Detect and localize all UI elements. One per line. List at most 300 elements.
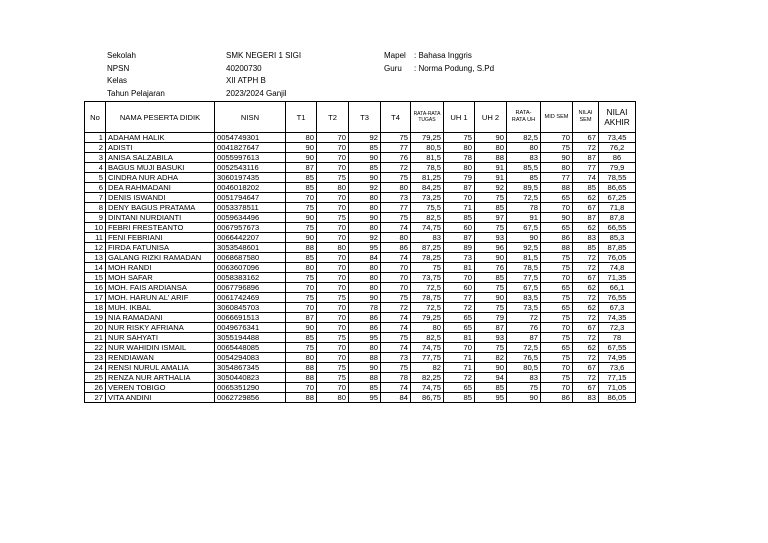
- cell-name: ADISTI: [106, 143, 215, 153]
- cell-no: 26: [85, 383, 106, 393]
- cell-rata-uh: 72,5: [507, 193, 541, 203]
- cell-name: VITA ANDINI: [106, 393, 215, 403]
- cell-rata-tugas: 73,25: [411, 193, 444, 203]
- cell-rata-tugas: 78,75: [411, 293, 444, 303]
- value-kelas: XII ATPH B: [226, 76, 266, 85]
- cell-t3: 85: [349, 143, 381, 153]
- cell-mid-sem: 75: [541, 143, 573, 153]
- cell-nisn: 0066691513: [215, 313, 286, 323]
- table-row: [85, 273, 636, 283]
- cell-nisn: 0061742469: [215, 293, 286, 303]
- cell-no: 19: [85, 313, 106, 323]
- cell-no: 22: [85, 343, 106, 353]
- cell-t2: 75: [317, 333, 349, 343]
- cell-rata-uh: 77,5: [507, 273, 541, 283]
- cell-t3: 92: [349, 183, 381, 193]
- cell-t4: 74: [381, 383, 411, 393]
- cell-t3: 86: [349, 323, 381, 333]
- cell-no: 18: [85, 303, 106, 313]
- label-mapel: Mapel: [384, 51, 406, 60]
- cell-uh1: 60: [444, 223, 475, 233]
- table-row: [85, 133, 636, 143]
- cell-rata-tugas: 81,5: [411, 153, 444, 163]
- cell-rata-uh: 85: [507, 173, 541, 183]
- cell-t3: 86: [349, 313, 381, 323]
- cell-t2: 70: [317, 283, 349, 293]
- cell-uh2: 75: [475, 223, 507, 233]
- header-rata-uh: RATA-RATA UH: [507, 102, 541, 133]
- cell-uh2: 79: [475, 313, 507, 323]
- table-row: [85, 393, 636, 403]
- cell-t2: 80: [317, 393, 349, 403]
- cell-rata-uh: 67,5: [507, 283, 541, 293]
- cell-no: 6: [85, 183, 106, 193]
- cell-nilai-sem: 87: [573, 153, 599, 163]
- cell-nilai-sem: 67: [573, 363, 599, 373]
- cell-mid-sem: 86: [541, 393, 573, 403]
- cell-t1: 80: [286, 263, 317, 273]
- cell-t4: 74: [381, 223, 411, 233]
- cell-nilai-akhir: 74,95: [599, 353, 636, 363]
- value-mapel: : Bahasa Inggris: [414, 51, 472, 60]
- cell-nilai-sem: 62: [573, 283, 599, 293]
- cell-t3: 80: [349, 193, 381, 203]
- cell-no: 21: [85, 333, 106, 343]
- cell-name: NUR SAHYATI: [106, 333, 215, 343]
- cell-mid-sem: 65: [541, 223, 573, 233]
- cell-t4: 75: [381, 363, 411, 373]
- cell-name: MOH. FAIS ARDIANSA: [106, 283, 215, 293]
- cell-nilai-akhir: 71,35: [599, 273, 636, 283]
- cell-rata-tugas: 72,5: [411, 303, 444, 313]
- cell-uh1: 75: [444, 133, 475, 143]
- cell-t1: 80: [286, 353, 317, 363]
- cell-t4: 86: [381, 243, 411, 253]
- cell-rata-uh: 76,5: [507, 353, 541, 363]
- cell-rata-uh: 72,5: [507, 343, 541, 353]
- cell-t1: 75: [286, 293, 317, 303]
- cell-t3: 84: [349, 253, 381, 263]
- cell-uh2: 75: [475, 193, 507, 203]
- cell-t3: 80: [349, 263, 381, 273]
- cell-no: 27: [85, 393, 106, 403]
- cell-t2: 70: [317, 223, 349, 233]
- cell-rata-tugas: 81,25: [411, 173, 444, 183]
- cell-uh2: 95: [475, 393, 507, 403]
- cell-rata-tugas: 75,5: [411, 203, 444, 213]
- cell-t4: 74: [381, 253, 411, 263]
- cell-nilai-akhir: 71,05: [599, 383, 636, 393]
- cell-nilai-akhir: 78: [599, 333, 636, 343]
- cell-rata-uh: 80,5: [507, 363, 541, 373]
- cell-rata-uh: 87: [507, 333, 541, 343]
- cell-t3: 80: [349, 203, 381, 213]
- cell-t4: 74: [381, 313, 411, 323]
- cell-nilai-akhir: 73,6: [599, 363, 636, 373]
- cell-t4: 84: [381, 393, 411, 403]
- cell-nilai-sem: 83: [573, 233, 599, 243]
- cell-t4: 70: [381, 263, 411, 273]
- table-row: [85, 313, 636, 323]
- cell-t3: 85: [349, 163, 381, 173]
- cell-uh1: 70: [444, 343, 475, 353]
- cell-rata-uh: 85,5: [507, 163, 541, 173]
- cell-nisn: 0059634496: [215, 213, 286, 223]
- table-row: [85, 193, 636, 203]
- cell-mid-sem: 75: [541, 373, 573, 383]
- cell-t1: 85: [286, 333, 317, 343]
- cell-mid-sem: 65: [541, 343, 573, 353]
- cell-t2: 70: [317, 133, 349, 143]
- cell-uh1: 73: [444, 253, 475, 263]
- cell-nilai-sem: 67: [573, 383, 599, 393]
- cell-uh2: 93: [475, 233, 507, 243]
- cell-t2: 70: [317, 193, 349, 203]
- cell-nilai-sem: 67: [573, 203, 599, 213]
- table-row: [85, 303, 636, 313]
- cell-t1: 87: [286, 313, 317, 323]
- cell-mid-sem: 86: [541, 233, 573, 243]
- cell-name: MOH RANDI: [106, 263, 215, 273]
- cell-t1: 75: [286, 343, 317, 353]
- cell-rata-tugas: 82,5: [411, 213, 444, 223]
- cell-mid-sem: 70: [541, 363, 573, 373]
- cell-t1: 75: [286, 203, 317, 213]
- cell-uh1: 89: [444, 243, 475, 253]
- cell-nisn: 3050440823: [215, 373, 286, 383]
- cell-mid-sem: 75: [541, 333, 573, 343]
- cell-t3: 90: [349, 153, 381, 163]
- cell-t1: 90: [286, 233, 317, 243]
- cell-nisn: 0053378511: [215, 203, 286, 213]
- cell-uh1: 79: [444, 173, 475, 183]
- subject-info-values: [414, 50, 494, 75]
- cell-nilai-sem: 85: [573, 183, 599, 193]
- cell-rata-tugas: 82,25: [411, 373, 444, 383]
- cell-rata-tugas: 72,5: [411, 283, 444, 293]
- cell-rata-uh: 90: [507, 393, 541, 403]
- cell-name: RENSI NURUL AMALIA: [106, 363, 215, 373]
- cell-nilai-sem: 62: [573, 193, 599, 203]
- cell-t4: 75: [381, 173, 411, 183]
- cell-uh2: 82: [475, 353, 507, 363]
- cell-rata-uh: 83: [507, 153, 541, 163]
- cell-nisn: 0062729856: [215, 393, 286, 403]
- table-row: [85, 363, 636, 373]
- cell-uh1: 71: [444, 363, 475, 373]
- cell-rata-uh: 76: [507, 323, 541, 333]
- header-nilai-akhir: NILAI AKHIR: [599, 102, 636, 133]
- cell-name: DINTANI NURDIANTI: [106, 213, 215, 223]
- school-info-labels: [107, 50, 165, 100]
- cell-rata-tugas: 74,75: [411, 223, 444, 233]
- school-info-values: [226, 50, 301, 100]
- cell-t2: 80: [317, 243, 349, 253]
- cell-t4: 77: [381, 143, 411, 153]
- cell-uh2: 92: [475, 183, 507, 193]
- table-row: [85, 353, 636, 363]
- table-row: [85, 323, 636, 333]
- cell-t4: 75: [381, 213, 411, 223]
- cell-rata-uh: 83,5: [507, 293, 541, 303]
- cell-uh1: 65: [444, 313, 475, 323]
- cell-nilai-akhir: 76,2: [599, 143, 636, 153]
- cell-t3: 80: [349, 273, 381, 283]
- label-kelas: Kelas: [107, 76, 128, 85]
- cell-uh1: 80: [444, 143, 475, 153]
- cell-rata-tugas: 74,75: [411, 383, 444, 393]
- table-row: [85, 223, 636, 233]
- cell-rata-uh: 80: [507, 143, 541, 153]
- cell-t1: 90: [286, 323, 317, 333]
- cell-t4: 74: [381, 323, 411, 333]
- value-tahun-pelajaran: 2023/2024 Ganjil: [226, 88, 287, 98]
- cell-uh2: 75: [475, 343, 507, 353]
- cell-name: FEBRI FRESTEANTO: [106, 223, 215, 233]
- table-row: [85, 213, 636, 223]
- cell-nilai-akhir: 76,55: [599, 293, 636, 303]
- table-row: [85, 283, 636, 293]
- cell-uh1: 72: [444, 373, 475, 383]
- cell-rata-tugas: 87,25: [411, 243, 444, 253]
- cell-no: 2: [85, 143, 106, 153]
- cell-no: 4: [85, 163, 106, 173]
- cell-rata-uh: 91: [507, 213, 541, 223]
- cell-nilai-akhir: 87,8: [599, 213, 636, 223]
- cell-uh1: 70: [444, 273, 475, 283]
- cell-t3: 92: [349, 233, 381, 243]
- cell-t1: 70: [286, 303, 317, 313]
- cell-no: 9: [85, 213, 106, 223]
- cell-no: 24: [85, 363, 106, 373]
- cell-t1: 90: [286, 213, 317, 223]
- cell-nilai-sem: 72: [573, 353, 599, 363]
- cell-t2: 70: [317, 343, 349, 353]
- cell-mid-sem: 88: [541, 243, 573, 253]
- cell-nisn: 0055997613: [215, 153, 286, 163]
- cell-nilai-sem: 62: [573, 303, 599, 313]
- cell-t3: 90: [349, 173, 381, 183]
- table-row: [85, 153, 636, 163]
- cell-rata-tugas: 80: [411, 323, 444, 333]
- cell-t3: 88: [349, 373, 381, 383]
- cell-name: NIA RAMADANI: [106, 313, 215, 323]
- cell-t2: 75: [317, 173, 349, 183]
- label-sekolah: Sekolah: [107, 51, 136, 60]
- cell-no: 25: [85, 373, 106, 383]
- cell-name: NUR RISKY AFRIANA: [106, 323, 215, 333]
- cell-rata-uh: 89,5: [507, 183, 541, 193]
- cell-t2: 75: [317, 373, 349, 383]
- cell-nilai-akhir: 66,55: [599, 223, 636, 233]
- cell-nilai-akhir: 74,8: [599, 263, 636, 273]
- cell-t4: 78: [381, 373, 411, 383]
- cell-mid-sem: 65: [541, 283, 573, 293]
- cell-no: 8: [85, 203, 106, 213]
- cell-nilai-akhir: 67,55: [599, 343, 636, 353]
- cell-no: 17: [85, 293, 106, 303]
- cell-nilai-akhir: 86: [599, 153, 636, 163]
- cell-t3: 80: [349, 343, 381, 353]
- cell-t1: 85: [286, 183, 317, 193]
- cell-t2: 70: [317, 353, 349, 363]
- cell-name: BAGUS MUJI BASUKI: [106, 163, 215, 173]
- cell-mid-sem: 65: [541, 193, 573, 203]
- cell-t4: 72: [381, 303, 411, 313]
- cell-t3: 80: [349, 223, 381, 233]
- cell-nisn: 3060197435: [215, 173, 286, 183]
- cell-t2: 70: [317, 383, 349, 393]
- cell-mid-sem: 70: [541, 323, 573, 333]
- cell-uh1: 60: [444, 283, 475, 293]
- cell-uh1: 70: [444, 193, 475, 203]
- cell-t3: 78: [349, 303, 381, 313]
- cell-rata-tugas: 86,75: [411, 393, 444, 403]
- cell-uh1: 85: [444, 393, 475, 403]
- cell-rata-tugas: 78,5: [411, 163, 444, 173]
- cell-rata-uh: 92,5: [507, 243, 541, 253]
- cell-uh2: 85: [475, 383, 507, 393]
- subject-info-labels: [384, 50, 406, 75]
- table-row: [85, 233, 636, 243]
- cell-nisn: 0063607096: [215, 263, 286, 273]
- cell-nilai-akhir: 66,1: [599, 283, 636, 293]
- cell-t2: 70: [317, 263, 349, 273]
- cell-no: 3: [85, 153, 106, 163]
- cell-nisn: 0051794647: [215, 193, 286, 203]
- cell-t1: 88: [286, 393, 317, 403]
- cell-t2: 70: [317, 323, 349, 333]
- cell-mid-sem: 75: [541, 293, 573, 303]
- cell-t1: 85: [286, 253, 317, 263]
- cell-nilai-akhir: 87,85: [599, 243, 636, 253]
- cell-nilai-akhir: 67,3: [599, 303, 636, 313]
- cell-nilai-akhir: 72,3: [599, 323, 636, 333]
- cell-mid-sem: 80: [541, 163, 573, 173]
- cell-no: 13: [85, 253, 106, 263]
- cell-t4: 74: [381, 343, 411, 353]
- cell-nilai-sem: 74: [573, 173, 599, 183]
- cell-t4: 73: [381, 193, 411, 203]
- cell-t4: 72: [381, 163, 411, 173]
- cell-t2: 75: [317, 363, 349, 373]
- table-row: [85, 183, 636, 193]
- cell-nilai-akhir: 86,65: [599, 183, 636, 193]
- cell-uh2: 90: [475, 293, 507, 303]
- cell-uh2: 76: [475, 263, 507, 273]
- cell-t3: 80: [349, 283, 381, 293]
- cell-name: ADAHAM HALIK: [106, 133, 215, 143]
- cell-nilai-sem: 72: [573, 143, 599, 153]
- cell-name: MOH SAFAR: [106, 273, 215, 283]
- cell-name: NUR WAHIDIN ISMAIL: [106, 343, 215, 353]
- cell-nisn: 0041827647: [215, 143, 286, 153]
- cell-t4: 80: [381, 233, 411, 243]
- cell-nilai-akhir: 74,35: [599, 313, 636, 323]
- value-guru: : Norma Podung, S.Pd: [414, 63, 495, 73]
- table-row: [85, 293, 636, 303]
- cell-rata-tugas: 79,25: [411, 133, 444, 143]
- cell-t2: 70: [317, 253, 349, 263]
- cell-name: FENI FEBRIANI: [106, 233, 215, 243]
- table-row: [85, 333, 636, 343]
- cell-nilai-akhir: 79,9: [599, 163, 636, 173]
- cell-uh1: 85: [444, 213, 475, 223]
- cell-name: ANISA SALZABILA: [106, 153, 215, 163]
- cell-uh1: 77: [444, 293, 475, 303]
- cell-t1: 80: [286, 133, 317, 143]
- table-body: [85, 133, 636, 403]
- cell-nisn: 0058383162: [215, 273, 286, 283]
- cell-rata-tugas: 73,75: [411, 273, 444, 283]
- cell-mid-sem: 70: [541, 133, 573, 143]
- table-row: [85, 143, 636, 153]
- cell-nisn: 0066442207: [215, 233, 286, 243]
- cell-name: FIRDA FATUNISA: [106, 243, 215, 253]
- table-row: [85, 243, 636, 253]
- cell-nilai-akhir: 85,3: [599, 233, 636, 243]
- table-row: [85, 253, 636, 263]
- header-name: NAMA PESERTA DIDIK: [106, 102, 215, 133]
- cell-rata-uh: 78,5: [507, 263, 541, 273]
- cell-uh1: 78: [444, 153, 475, 163]
- cell-t2: 75: [317, 213, 349, 223]
- cell-name: DENY BAGUS PRATAMA: [106, 203, 215, 213]
- cell-name: MOH. HARUN AL' ARIF: [106, 293, 215, 303]
- cell-no: 10: [85, 223, 106, 233]
- cell-t3: 95: [349, 243, 381, 253]
- cell-uh1: 81: [444, 333, 475, 343]
- cell-uh2: 91: [475, 173, 507, 183]
- cell-mid-sem: 90: [541, 153, 573, 163]
- cell-uh2: 85: [475, 273, 507, 283]
- cell-nilai-sem: 67: [573, 133, 599, 143]
- cell-mid-sem: 75: [541, 313, 573, 323]
- cell-t4: 70: [381, 273, 411, 283]
- cell-no: 1: [85, 133, 106, 143]
- cell-t3: 95: [349, 333, 381, 343]
- cell-no: 14: [85, 263, 106, 273]
- cell-rata-tugas: 82: [411, 363, 444, 373]
- cell-nisn: 0049676341: [215, 323, 286, 333]
- header-t4: T4: [381, 102, 411, 133]
- table-row: [85, 163, 636, 173]
- cell-rata-uh: 83: [507, 373, 541, 383]
- cell-uh2: 96: [475, 243, 507, 253]
- cell-no: 16: [85, 283, 106, 293]
- cell-name: DENIS ISWANDI: [106, 193, 215, 203]
- cell-t2: 70: [317, 313, 349, 323]
- cell-nilai-sem: 85: [573, 243, 599, 253]
- cell-uh1: 65: [444, 323, 475, 333]
- cell-nilai-sem: 87: [573, 213, 599, 223]
- cell-mid-sem: 65: [541, 303, 573, 313]
- header-rata-tugas: RATA-RATA TUGAS: [411, 102, 444, 133]
- cell-nisn: 0065448085: [215, 343, 286, 353]
- cell-uh2: 91: [475, 163, 507, 173]
- cell-rata-tugas: 82,5: [411, 333, 444, 343]
- cell-t4: 77: [381, 203, 411, 213]
- cell-name: CINDRA NUR ADHA: [106, 173, 215, 183]
- cell-rata-tugas: 78,25: [411, 253, 444, 263]
- label-guru: Guru: [384, 63, 402, 73]
- cell-t1: 90: [286, 153, 317, 163]
- cell-rata-uh: 82,5: [507, 133, 541, 143]
- cell-t3: 85: [349, 383, 381, 393]
- cell-t2: 70: [317, 233, 349, 243]
- cell-t1: 88: [286, 243, 317, 253]
- cell-nilai-akhir: 78,55: [599, 173, 636, 183]
